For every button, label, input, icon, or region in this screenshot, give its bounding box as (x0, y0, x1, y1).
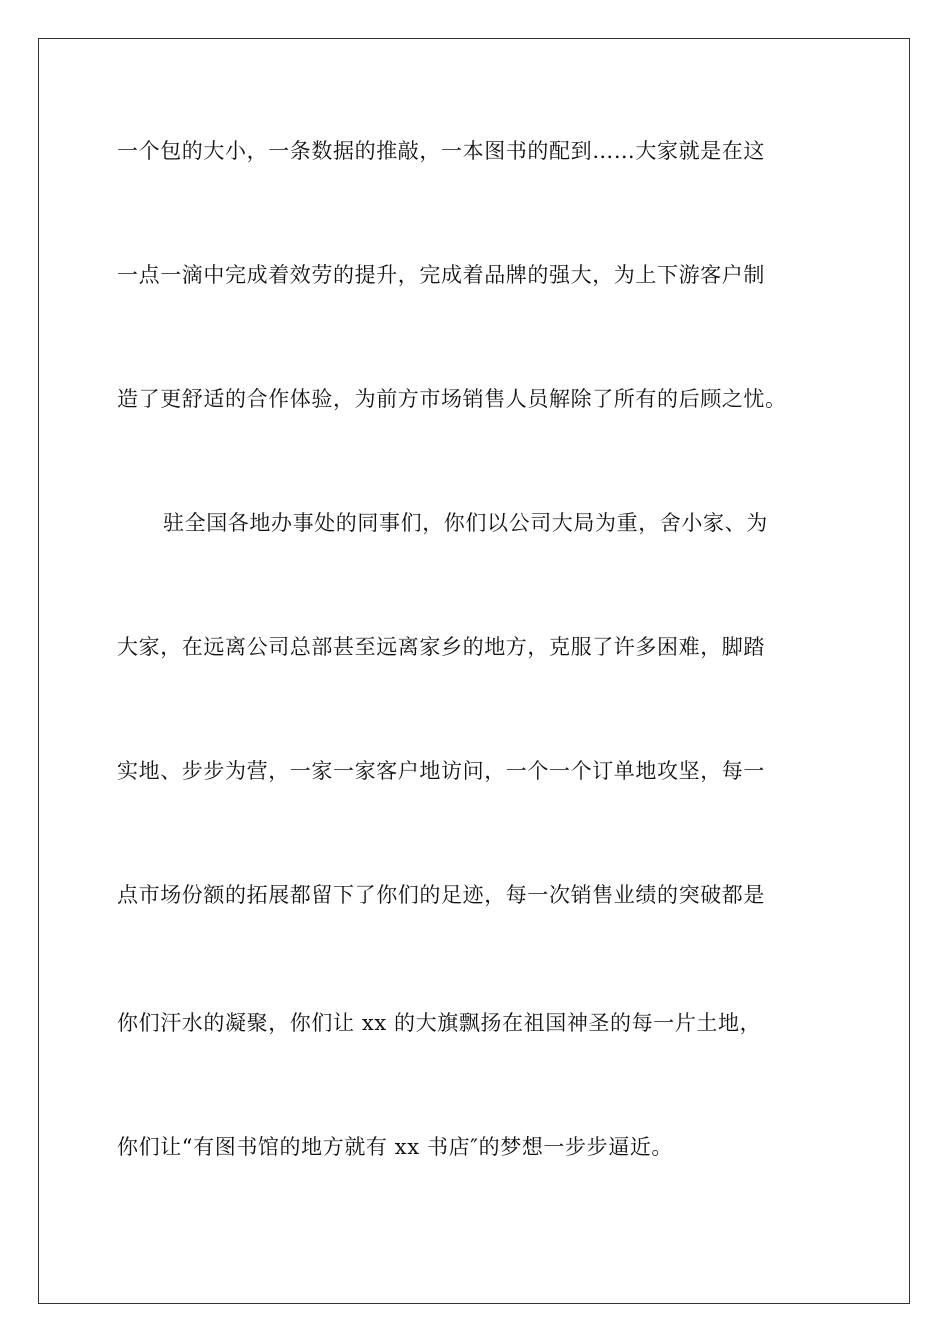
text-line-7: 点市场份额的拓展都留下了你们的足迹，每一次销售业绩的突破都是 (117, 883, 765, 907)
text-line-8: 你们汗水的凝聚，你们让 xx 的大旗飘扬在祖国神圣的每一片土地， (117, 1011, 762, 1035)
text-line-5: 大家，在远离公司总部甚至远离家乡的地方，克服了许多困难，脚踏 (117, 635, 765, 659)
page-border (38, 38, 910, 1304)
text-line-9: 你们让“有图书馆的地方就有 xx 书店″的梦想一步步逼近。 (117, 1135, 674, 1159)
text-line-1: 一个包的大小，一条数据的推敲，一本图书的配到……大家就是在这 (117, 139, 765, 163)
text-line-3: 造了更舒适的合作体验，为前方市场销售人员解除了所有的后顾之忧。 (117, 387, 787, 411)
text-line-6: 实地、步步为营，一家一家客户地访问，一个一个订单地攻坚，每一 (117, 759, 765, 783)
text-line-4-paragraph-start: 驻全国各地办事处的同事们，你们以公司大局为重，舍小家、为 (163, 511, 768, 535)
text-line-2: 一点一滴中完成着效劳的提升，完成着品牌的强大，为上下游客户制 (117, 263, 765, 287)
